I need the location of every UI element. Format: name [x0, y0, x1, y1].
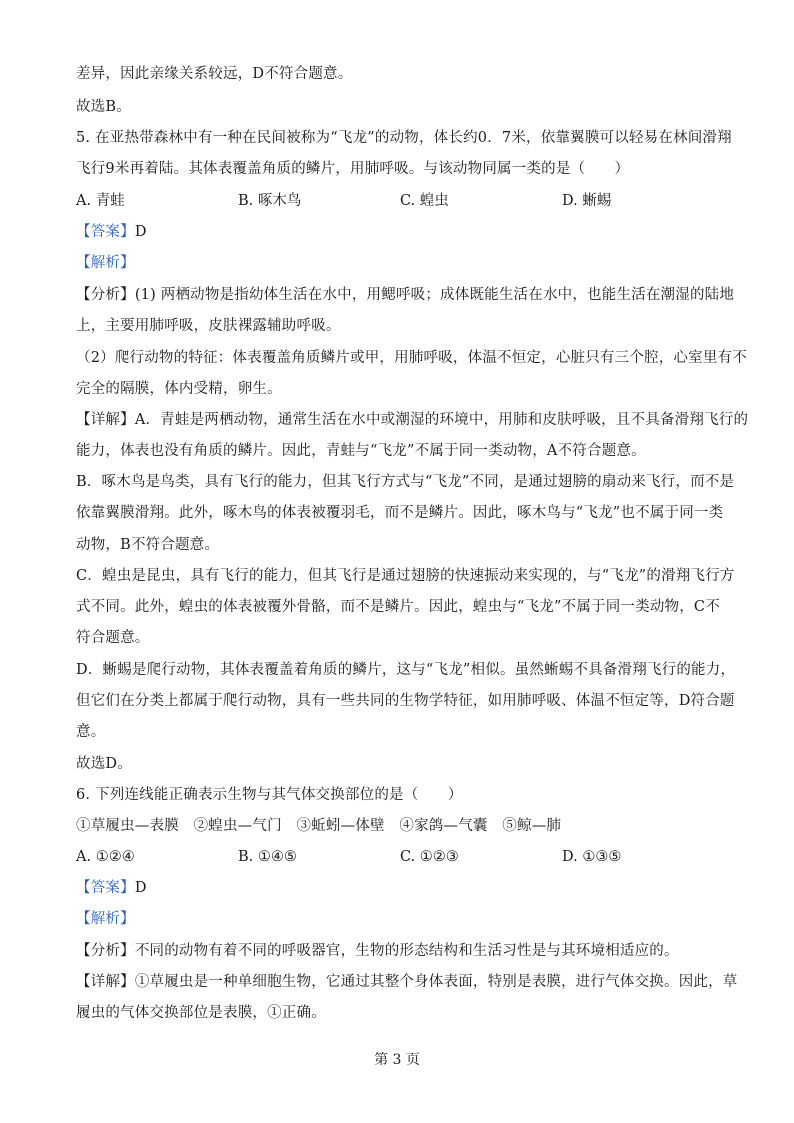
fenxi-text: (1) 两栖动物是指幼体生活在水中，用鳃呼吸；成体既能生活在水中，也能生活在潮湿的陆地 — [134, 287, 735, 303]
question-5-options — [76, 191, 726, 211]
xiangjie-tag: 【详解】 — [76, 974, 135, 990]
xiangjie-tag: 【详解】 — [76, 412, 135, 428]
fenxi-tag: 【分析】 — [76, 287, 135, 303]
answer-tag: 【答案】 — [76, 880, 135, 896]
text-line: 差异，因此亲缘关系较远，D不符合题意。 — [76, 66, 353, 82]
analysis-tag: 【解析】 — [76, 911, 135, 927]
xiangjie-text: A．青蛙是两栖动物，通常生活在水中或潮湿的环境中，用肺和皮肤呼吸，且不具备滑翔飞行的 — [134, 412, 749, 428]
text-line: 依靠翼膜滑翔。此外，啄木鸟的体表被覆羽毛，而不是鳞片。因此，啄木鸟与“飞龙”也不属于同一类 — [76, 505, 724, 521]
analysis-tag: 【解析】 — [76, 255, 135, 271]
option-b: B. 啄木鸟 — [238, 193, 302, 209]
fenxi-text: 不同的动物有着不同的呼吸器官，生物的形态结构和生活习性是与其环境相适应的。 — [134, 943, 679, 959]
xiangjie-text: ①草履虫是一种单细胞生物，它通过其整个身体表面，特别是表膜，进行气体交换。因此，草 — [134, 974, 738, 990]
question-6-stem: 6. 下列连线能正确表示生物与其气体交换部位的是（ ） — [76, 787, 463, 803]
text-line: 完全的隔膜，体内受精，卵生。 — [76, 381, 282, 397]
text-line: 符合题意。 — [76, 630, 150, 646]
answer-value: D — [134, 880, 147, 896]
text-line: 动物，B不符合题意。 — [76, 537, 220, 553]
answer-tag: 【答案】 — [76, 224, 135, 240]
text-line: 意。 — [76, 724, 106, 740]
option-d: D. ①③⑤ — [562, 849, 622, 865]
fenxi-tag: 【分析】 — [76, 943, 135, 959]
question-5-stem: 飞行9米再着陆。其体表覆盖角质的鳞片，用肺呼吸。与该动物同属一类的是（ ） — [76, 161, 630, 177]
question-5-stem: 5. 在亚热带森林中有一种在民间被称为“飞龙”的动物，体长约0．7米，依靠翼膜可以轻易在林间滑翔 — [76, 130, 732, 146]
page-number: 第 3 页 — [374, 1052, 420, 1068]
analysis-heading — [76, 909, 726, 929]
option-a: A. ①②④ — [76, 849, 135, 865]
text-line: D．蜥蜴是爬行动物，其体表覆盖着角质的鳞片，这与“飞龙”相似。虽然蜥蜴不具备滑翔飞行的能力， — [76, 662, 736, 678]
text-line: C．蝗虫是昆虫，具有飞行的能力，但其飞行是通过翅膀的快速振动来实现的，与“飞龙”的滑翔飞行方 — [76, 568, 735, 584]
text-line: 故选D。 — [76, 756, 132, 772]
answer-value: D — [134, 224, 147, 240]
text-line: B．啄木鸟是鸟类，具有飞行的能力，但其飞行方式与“飞龙”不同，是通过翅膀的扇动来飞行，而不是 — [76, 474, 735, 490]
text-line: 但它们在分类上都属于爬行动物，具有一些共同的生物学特征，如用肺呼吸、体温不恒定等，D符合题 — [76, 693, 735, 709]
text-line: 故选B。 — [76, 99, 131, 115]
answer-line — [76, 878, 726, 898]
answer-line — [76, 222, 726, 242]
text-line: 式不同。此外，蝗虫的体表被覆外骨骼，而不是鳞片。因此，蝗虫与“飞龙”不属于同一类动物，C不 — [76, 599, 720, 615]
option-a: A. 青蛙 — [76, 193, 125, 209]
text-line: 上，主要用肺呼吸，皮肤裸露辅助呼吸。 — [76, 318, 341, 334]
option-b: B. ①④⑤ — [238, 849, 297, 865]
text-line: 履虫的气体交换部位是表膜，①正确。 — [76, 1005, 326, 1021]
text-line: （2）爬行动物的特征：体表覆盖角质鳞片或甲，用肺呼吸，体温不恒定，心脏只有三个腔，心室里有不 — [76, 350, 747, 366]
option-d: D. 蜥蜴 — [562, 193, 612, 209]
question-6-stem: ①草履虫—表膜 ②蝗虫—气门 ③蚯蚓—体壁 ④家鸽—气囊 ⑤鲸—肺 — [76, 818, 562, 834]
text-line — [76, 941, 726, 961]
text-line — [76, 410, 749, 430]
analysis-heading — [76, 253, 726, 273]
question-6-options — [76, 847, 726, 867]
option-c: C. 蝗虫 — [400, 193, 449, 209]
option-c: C. ①②③ — [400, 849, 459, 865]
text-line — [76, 285, 735, 305]
text-line: 能力，体表也没有角质的鳞片。因此，青蛙与“飞龙”不属于同一类动物，A不符合题意。 — [76, 443, 646, 459]
text-line — [76, 972, 738, 992]
